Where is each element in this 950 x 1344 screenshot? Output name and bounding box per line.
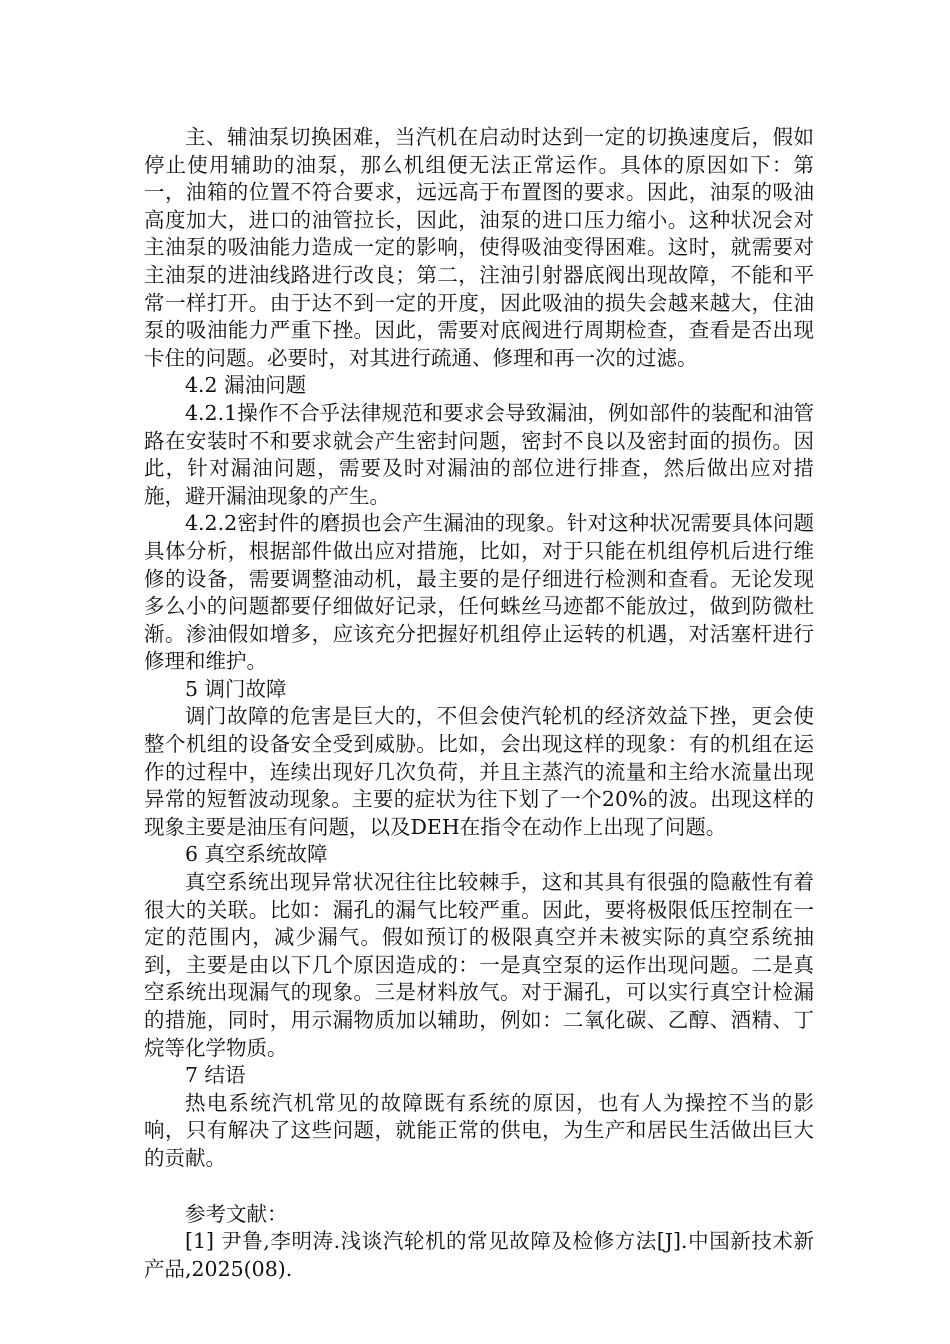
section-heading-7: 7 结语 xyxy=(185,1063,246,1088)
section-heading-5: 5 调门故障 xyxy=(185,676,287,701)
paragraph-vacuum-system: 真空系统出现异常状况往往比较棘手，这和其具有很强的隐蔽性有着很大的关联。比如：漏孔的漏气比较严重。因此，要将极限低压控制在一定的范围内，减少漏气。假如预订的极限真空并未被实际的真空系统抽到，主要是由以下几个原因造成的：一是真空泵的运作出现问题。二是真空系统出现漏气的现象。三是材料放气。对于漏孔，可以实行真空计检漏的措施，同时，用示漏物质加以辅助，例如：二氧化碳、乙醇、酒精、丁烷等化学物质。 xyxy=(144,870,814,1060)
paragraph-4-2-1: 4.2.1操作不合乎法律规范和要求会导致漏油，例如部件的装配和油管路在安装时不和要求就会产生密封问题，密封不良以及密封面的损伤。因此，针对漏油问题，需要及时对漏油的部位进行排查，然后做出应对措施，避开漏油现象的产生。 xyxy=(144,400,814,508)
document-body xyxy=(144,124,814,1283)
paragraph-4-2-2: 4.2.2密封件的磨损也会产生漏油的现象。针对这种状况需要具体问题具体分析，根据部件做出应对措施，比如，对于只能在机组停机后进行维修的设备，需要调整油动机，最主要的是仔细进行检测和查看。无论发现多么小的问题都要仔细做好记录，任何蛛丝马迹都不能放过，做到防微杜渐。渗油假如增多，应该充分把握好机组停止运转的机遇，对活塞杆进行修理和维护。 xyxy=(144,511,814,674)
section-heading-4-2: 4.2 漏油问题 xyxy=(185,373,307,398)
section-heading-6: 6 真空系统故障 xyxy=(185,842,328,867)
paragraph-oil-pump-switching: 主、辅油泵切换困难，当汽机在启动时达到一定的切换速度后，假如停止使用辅助的油泵，那么机组便无法正常运作。具体的原因如下：第一，油箱的位置不符合要求，远远高于布置图的要求。因此，油泵的吸油高度加大，进口的油管拉长，因此，油泵的进口压力缩小。这种状况会对主油泵的吸油能力造成一定的影响，使得吸油变得困难。这时，就需要对主油泵的进油线路进行改良；第二，注油引射器底阀出现故障，不能和平常一样打开。由于达不到一定的开度，因此吸油的损失会越来越大，住油泵的吸油能力严重下挫。因此，需要对底阀进行周期检查，查看是否出现卡住的问题。必要时，对其进行疏通、修理和再一次的过滤。 xyxy=(144,125,814,370)
paragraph-conclusion: 热电系统汽机常见的故障既有系统的原因，也有人为操控不当的影响，只有解决了这些问题，就能正常的供电，为生产和居民生活做出巨大的贡献。 xyxy=(144,1090,814,1170)
paragraph-valve-fault: 调门故障的危害是巨大的，不但会使汽轮机的经济效益下挫，更会使整个机组的设备安全受到威胁。比如，会出现这样的现象：有的机组在运作的过程中，连续出现好几次负荷，并且主蒸汽的流量和主给水流量出现异常的短暂波动现象。主要的症状为往下划了一个20%的波。出现这样的现象主要是油压有问题，以及DEH在指令在动作上出现了问题。 xyxy=(144,704,814,839)
spacer xyxy=(144,1173,814,1201)
reference-item-1: [1] 尹鲁,李明涛.浅谈汽轮机的常见故障及检修方法[J].中国新技术新产品,2025(08). xyxy=(144,1229,814,1281)
references-title: 参考文献： xyxy=(185,1201,288,1226)
